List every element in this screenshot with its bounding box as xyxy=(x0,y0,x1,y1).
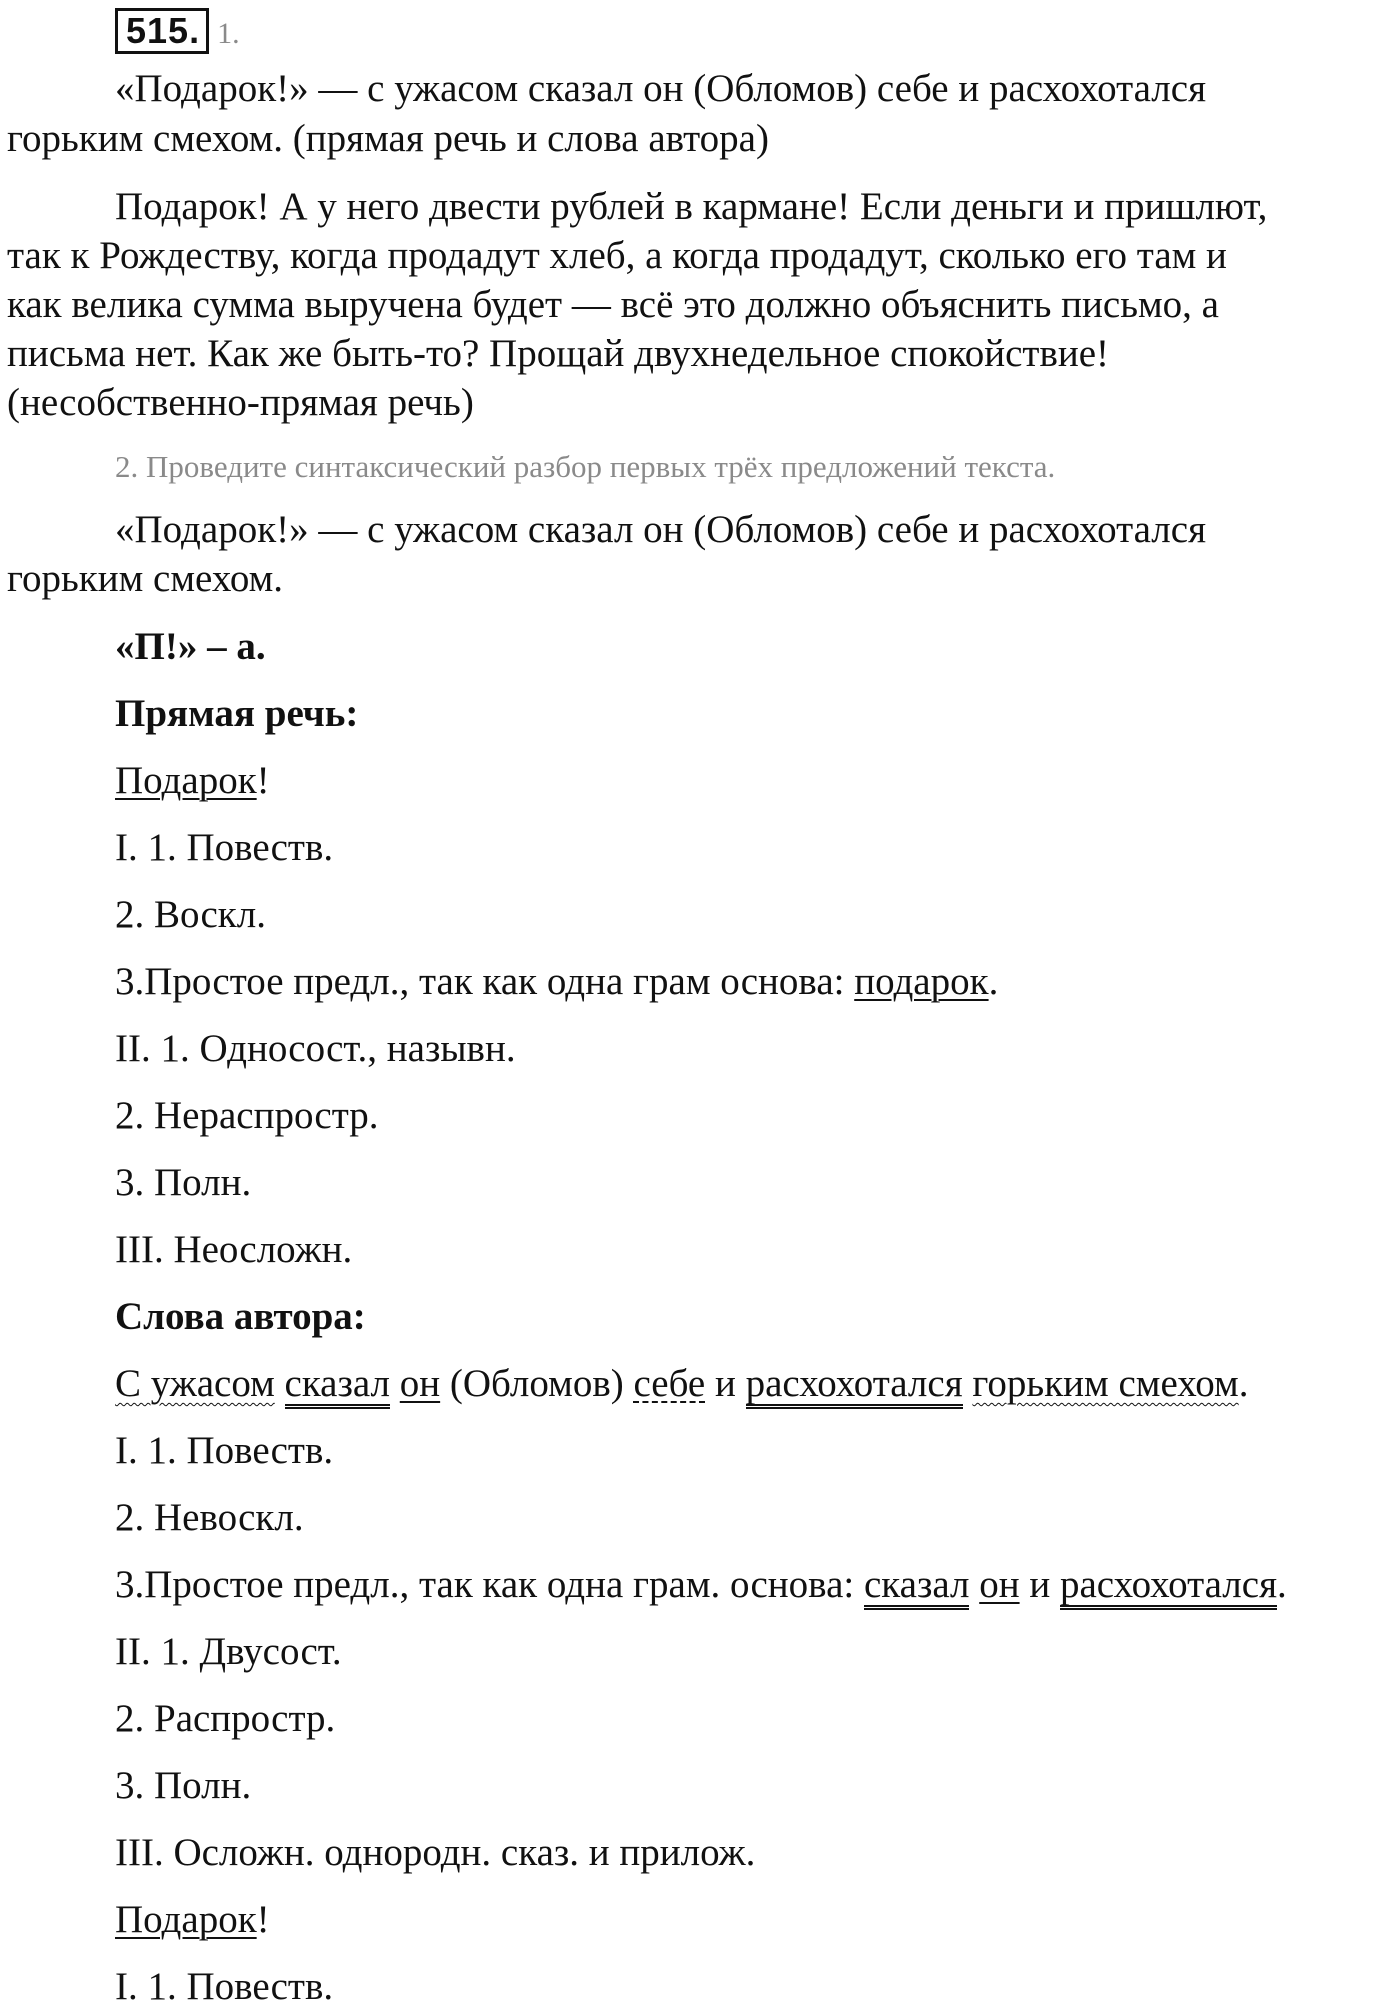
ds-basis-word: подарок xyxy=(854,960,989,1003)
basis-predicate: сказал xyxy=(864,1565,970,1610)
part1-para-line4: письма нет. Как же быть-то? Прощай двухнедельное спокойствие! xyxy=(7,332,1110,375)
ds-item-6: 3. Полн. xyxy=(115,1161,252,1204)
adverbial-word-2: горьким смехом xyxy=(972,1362,1239,1405)
basis-predicate-2: расхохотался xyxy=(1060,1565,1277,1610)
ds-item-7: III. Неосложн. xyxy=(115,1228,353,1271)
subject-word: Подарок xyxy=(115,1898,257,1941)
author-item-5: 2. Распростр. xyxy=(115,1697,336,1740)
part1-sentence-line1: «Подарок!» — с ужасом сказал он (Обломов) себе и расхохотался xyxy=(115,67,1207,110)
author-item-3-text: 3.Простое предл., так как одна грам. основа: xyxy=(115,1563,864,1606)
ds-item-4: II. 1. Односост., назывн. xyxy=(115,1027,516,1070)
subject-word: он xyxy=(399,1362,441,1405)
part1-para-line3: как велика сумма выручена будет — всё это должно объяснить письмо, а xyxy=(7,283,1219,326)
author-item-7: III. Осложн. однородн. сказ. и прилож. xyxy=(115,1831,756,1874)
author-item-3 xyxy=(115,1560,1287,1610)
punct: ! xyxy=(256,1898,270,1941)
object-word: себе xyxy=(633,1362,706,1405)
predicate-word-2: расхохотался xyxy=(746,1364,963,1409)
ds-item-1: I. 1. Повеств. xyxy=(115,826,334,869)
author-item-1: I. 1. Повеств. xyxy=(115,1429,334,1472)
part2-sentence-line1: «Подарок!» — с ужасом сказал он (Обломов) себе и расхохотался xyxy=(115,508,1207,551)
author-words-heading: Слова автора: xyxy=(115,1295,366,1338)
part1-para-line5: (несобственно-прямая речь) xyxy=(7,381,474,424)
part1-sentence-line2: горьким смехом. (прямая речь и слова автора) xyxy=(7,117,769,160)
adverbial-word: С ужасом xyxy=(115,1362,275,1405)
next-sentence xyxy=(115,1895,270,1945)
exercise-number: 515. xyxy=(115,8,209,54)
punct: . xyxy=(988,960,999,1003)
direct-speech-heading: Прямая речь: xyxy=(115,692,359,735)
sentence-scheme: «П!» – а. xyxy=(115,625,266,668)
predicate-word: сказал xyxy=(285,1364,391,1409)
author-words-sentence xyxy=(115,1359,1248,1409)
part1-para-line2: так к Рождеству, когда продадут хлеб, а когда продадут, сколько его там и xyxy=(7,234,1227,277)
part2-task: 2. Проведите синтаксический разбор первых трёх предложений текста. xyxy=(115,449,1056,484)
sub-task-number: 1. xyxy=(217,17,240,50)
part1-para-line1: Подарок! А у него двести рублей в кармане! Если деньги и пришлют, xyxy=(115,185,1268,228)
part2-sentence-line2: горьким смехом. xyxy=(7,557,284,600)
appositive-word: (Обломов) xyxy=(449,1362,624,1405)
punct: . xyxy=(1277,1563,1287,1606)
direct-speech-sentence xyxy=(115,756,270,806)
author-item-4: II. 1. Двусост. xyxy=(115,1630,342,1673)
ds-item-5: 2. Нераспростр. xyxy=(115,1094,379,1137)
punct: . xyxy=(1238,1362,1249,1405)
ds-item-3-text: 3.Простое предл., так как одна грам основа: xyxy=(115,960,855,1003)
conjunction-word: и xyxy=(714,1362,736,1405)
author-item-2: 2. Невоскл. xyxy=(115,1496,304,1539)
subject-word: Подарок xyxy=(115,759,257,802)
basis-conjunction: и xyxy=(1029,1563,1051,1606)
ds-item-2: 2. Воскл. xyxy=(115,893,266,936)
next-item-1: I. 1. Повеств. xyxy=(115,1965,334,2008)
punct: ! xyxy=(256,759,270,802)
basis-subject: он xyxy=(979,1563,1020,1606)
ds-item-3 xyxy=(115,957,998,1007)
exercise-header xyxy=(115,6,240,59)
author-item-6: 3. Полн. xyxy=(115,1764,252,1807)
